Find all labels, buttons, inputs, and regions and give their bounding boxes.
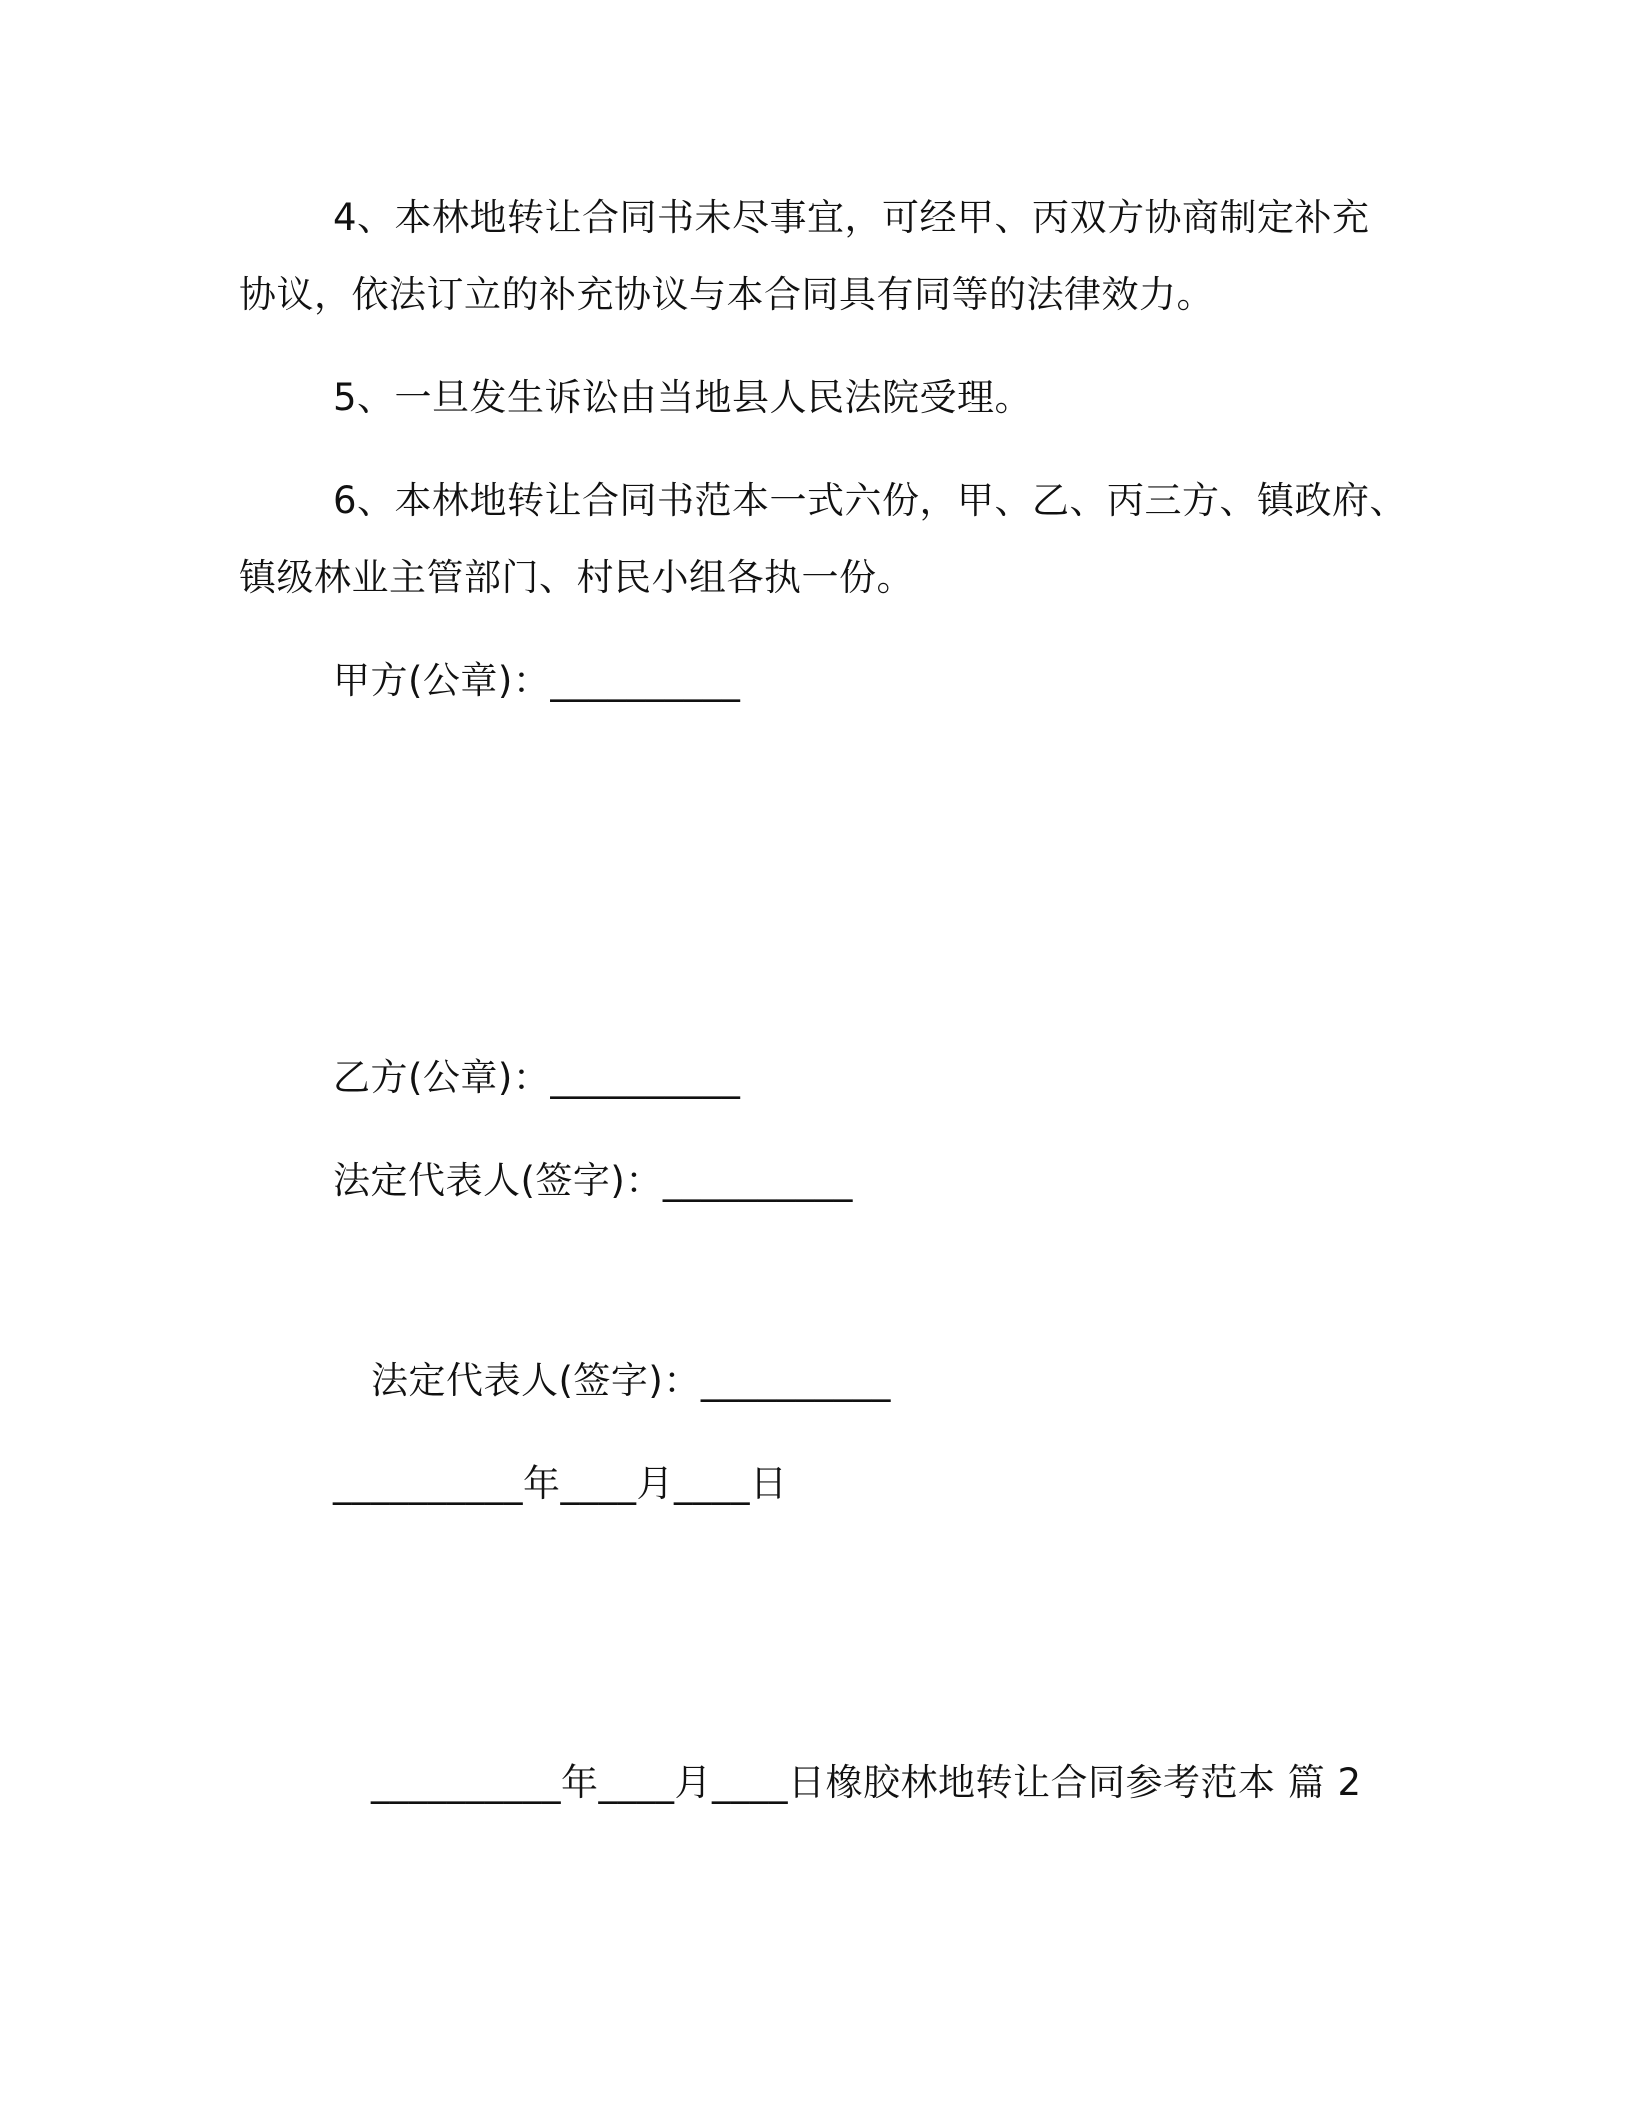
clause-6-line-1: 6、本林地转让合同书范本一式六份，甲、乙、丙三方、镇政府、: [333, 479, 1408, 522]
legal-representative-signature-line-1: 法定代表人(签字)：__________: [333, 1159, 853, 1202]
next-section-heading: __________年____月____日橡胶林地转让合同参考范本 篇 2: [371, 1761, 1362, 1804]
clause-6-line-2: 镇级林业主管部门、村民小组各执一份。: [239, 556, 914, 599]
party-b-seal-line: 乙方(公章)：__________: [333, 1056, 741, 1099]
clause-4-line-2: 协议，依法订立的补充协议与本合同具有同等的法律效力。: [239, 273, 1214, 316]
party-a-seal-line: 甲方(公章)：__________: [333, 659, 741, 702]
clause-4-line-1: 4、本林地转让合同书未尽事宜，可经甲、丙双方协商制定补充: [333, 196, 1370, 239]
legal-representative-signature-line-2: 法定代表人(签字)：__________: [371, 1359, 891, 1402]
date-line: __________年____月____日: [333, 1462, 788, 1505]
clause-5: 5、一旦发生诉讼由当地县人民法院受理。: [333, 376, 1033, 419]
